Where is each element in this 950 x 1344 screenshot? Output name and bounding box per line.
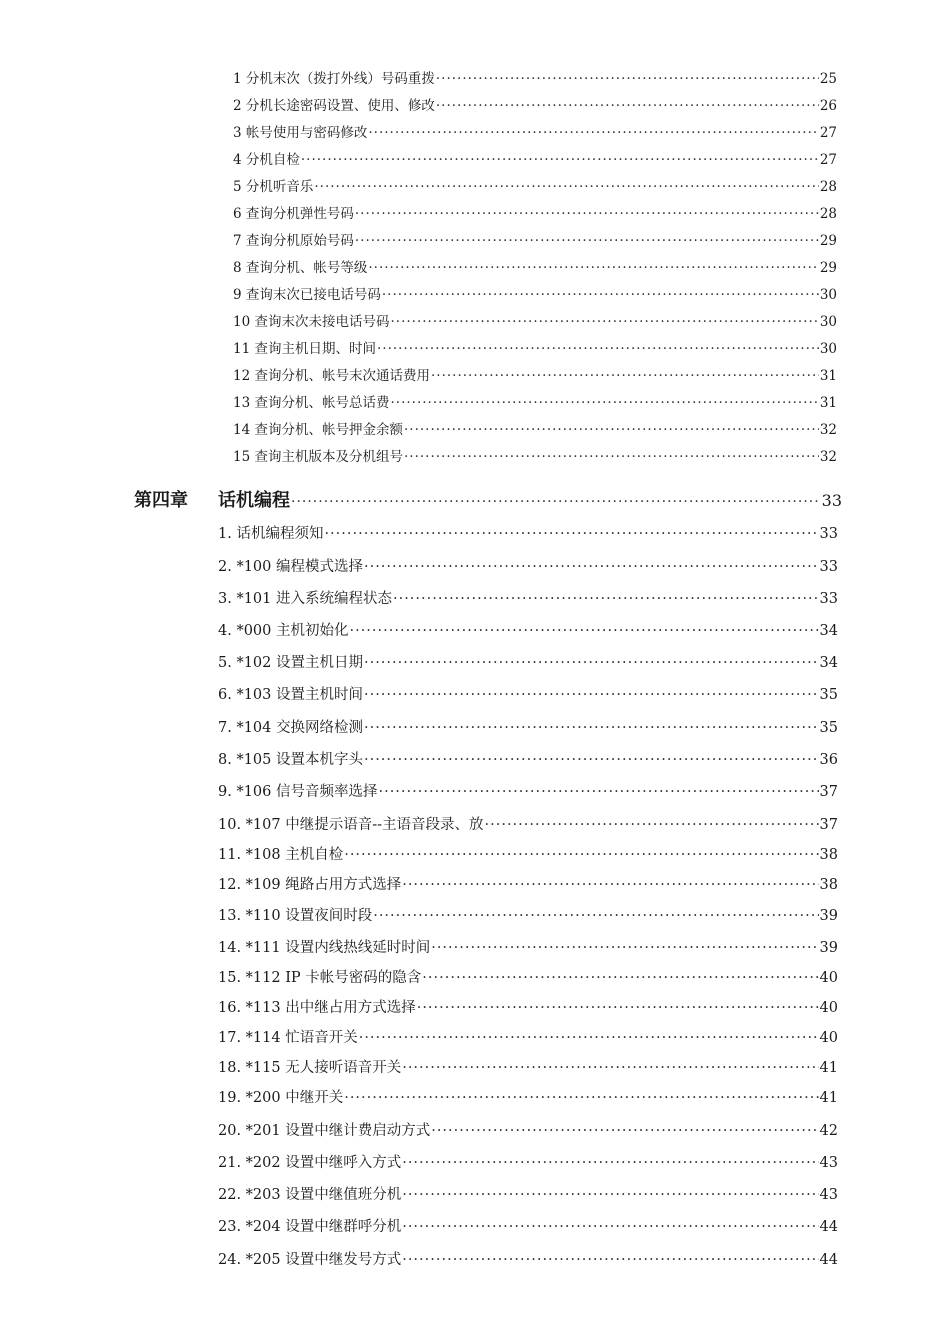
toc-entry-page: 41 (819, 1060, 838, 1076)
toc-entry[interactable] (233, 364, 837, 384)
toc-entry[interactable] (218, 1086, 838, 1107)
leader-dots (402, 1060, 818, 1076)
toc-entry-page: 28 (819, 179, 837, 195)
toc-entry[interactable] (233, 121, 837, 141)
toc-entry[interactable] (218, 904, 838, 925)
toc-entry-page: 35 (819, 687, 838, 703)
toc-entry-label: 13. *110 设置夜间时段 (218, 908, 373, 924)
toc-entry[interactable] (218, 683, 838, 704)
toc-entry[interactable] (233, 418, 837, 438)
toc-entry-page: 39 (819, 908, 838, 924)
toc-entry-label: 15 查询主机版本及分机组号 (233, 449, 403, 465)
toc-entry-label: 14 查询分机、帐号押金余额 (233, 422, 403, 438)
leader-dots (344, 1090, 818, 1106)
leader-dots (431, 368, 819, 384)
leader-dots (390, 314, 818, 330)
toc-entry-page: 42 (819, 1123, 838, 1139)
toc-entry-page: 30 (819, 314, 837, 330)
toc-entry[interactable] (233, 445, 837, 465)
toc-entry-label: 19. *200 中继开关 (218, 1090, 344, 1106)
leader-dots (355, 233, 819, 249)
leader-dots (393, 591, 819, 607)
toc-entry-label: 4. *000 主机初始化 (218, 623, 349, 639)
leader-dots (404, 449, 819, 465)
toc-entry[interactable] (218, 936, 838, 957)
leader-dots (402, 1219, 818, 1235)
leader-dots (436, 98, 819, 114)
toc-entry-label: 12 查询分机、帐号末次通话费用 (233, 368, 430, 384)
toc-entry-label: 24. *205 设置中继发号方式 (218, 1252, 402, 1268)
toc-entry[interactable] (218, 996, 838, 1017)
toc-entry[interactable] (218, 1248, 838, 1269)
chapter-number: 第四章 (134, 490, 188, 511)
chapter-title: 话机编程 (218, 490, 290, 511)
toc-entry-label: 1. 话机编程须知 (218, 526, 324, 542)
toc-entry-page: 36 (819, 752, 838, 768)
toc-entry-page: 44 (819, 1252, 838, 1268)
toc-entry-label: 2 分机长途密码设置、使用、修改 (233, 98, 435, 114)
toc-entry-page: 37 (819, 784, 838, 800)
toc-entry[interactable] (218, 1056, 838, 1077)
toc-entry-label: 4 分机自检 (233, 152, 300, 168)
toc-entry-page: 41 (819, 1090, 838, 1106)
leader-dots (402, 1155, 818, 1171)
leader-dots (368, 125, 818, 141)
toc-entry[interactable] (218, 748, 838, 769)
toc-entry-label: 5. *102 设置主机日期 (218, 655, 363, 671)
toc-entry[interactable] (218, 1119, 838, 1140)
toc-entry-label: 22. *203 设置中继值班分机 (218, 1187, 402, 1203)
toc-entry-label: 16. *113 出中继占用方式选择 (218, 1000, 416, 1016)
toc-entry-page: 39 (819, 940, 838, 956)
toc-entry[interactable] (233, 391, 837, 411)
leader-dots (417, 1000, 819, 1016)
toc-entry-page: 29 (819, 260, 837, 276)
toc-entry-page: 30 (819, 341, 837, 357)
leader-dots (324, 526, 818, 542)
toc-entry[interactable] (233, 202, 837, 222)
toc-entry[interactable] (218, 843, 838, 864)
leader-dots (402, 1252, 818, 1268)
toc-entry-page: 40 (819, 970, 838, 986)
toc-entry[interactable] (218, 1151, 838, 1172)
toc-entry[interactable] (233, 67, 837, 87)
toc-entry-page: 44 (819, 1219, 838, 1235)
toc-entry[interactable] (218, 651, 838, 672)
toc-entry[interactable] (233, 337, 837, 357)
leader-dots (359, 1030, 819, 1046)
toc-entry-label: 6. *103 设置主机时间 (218, 687, 363, 703)
toc-entry-page: 43 (819, 1155, 838, 1171)
toc-entry-label: 15. *112 IP 卡帐号密码的隐含 (218, 970, 422, 986)
leader-dots (485, 817, 819, 833)
toc-entry-label: 9 查询末次已接电话号码 (233, 287, 381, 303)
toc-entry-page: 34 (819, 655, 838, 671)
toc-entry-label: 20. *201 设置中继计费启动方式 (218, 1123, 431, 1139)
leader-dots (301, 152, 819, 168)
leader-dots (368, 260, 818, 276)
leader-dots (344, 847, 818, 863)
leader-dots (382, 287, 819, 303)
toc-entry-label: 1 分机末次（拨打外线）号码重拨 (233, 71, 435, 87)
toc-entry[interactable] (218, 555, 838, 576)
toc-entry-label: 3 帐号使用与密码修改 (233, 125, 368, 141)
toc-entry-page: 28 (819, 206, 837, 222)
leader-dots (291, 494, 821, 510)
toc-entry-label: 21. *202 设置中继呼入方式 (218, 1155, 402, 1171)
toc-entry-label: 13 查询分机、帐号总话费 (233, 395, 390, 411)
leader-dots (404, 422, 819, 438)
toc-entry-page: 30 (819, 287, 837, 303)
toc-entry-label: 14. *111 设置内线热线延时时间 (218, 940, 431, 956)
toc-entry[interactable] (218, 873, 838, 894)
leader-dots (364, 720, 819, 736)
toc-entry-label: 2. *100 编程模式选择 (218, 559, 363, 575)
toc-entry-label: 7. *104 交换网络检测 (218, 720, 363, 736)
leader-dots (373, 908, 818, 924)
toc-entry-label: 11. *108 主机自检 (218, 847, 344, 863)
leader-dots (402, 1187, 818, 1203)
chapter-page: 33 (821, 491, 842, 510)
toc-entry[interactable] (233, 256, 837, 276)
leader-dots (349, 623, 818, 639)
toc-entry-page: 31 (819, 368, 837, 384)
leader-dots (364, 655, 819, 671)
toc-entry-page: 35 (819, 720, 838, 736)
leader-dots (364, 752, 819, 768)
toc-entry-label: 23. *204 设置中继群呼分机 (218, 1219, 402, 1235)
toc-entry-page: 33 (819, 591, 838, 607)
toc-entry-page: 34 (819, 623, 838, 639)
toc-entry[interactable] (233, 94, 837, 114)
leader-dots (431, 1123, 818, 1139)
toc-entry[interactable] (233, 283, 837, 303)
toc-entry-label: 18. *115 无人接听语音开关 (218, 1060, 402, 1076)
toc-entry-page: 29 (819, 233, 837, 249)
leader-dots (422, 970, 818, 986)
toc-entry-label: 7 查询分机原始号码 (233, 233, 354, 249)
leader-dots (402, 877, 818, 893)
toc-entry-page: 38 (819, 877, 838, 893)
toc-entry[interactable] (218, 1026, 838, 1047)
leader-dots (314, 179, 818, 195)
toc-entry[interactable] (218, 780, 838, 801)
toc-entry[interactable] (218, 522, 838, 543)
toc-entry[interactable] (218, 1215, 838, 1236)
toc-entry[interactable] (233, 310, 837, 330)
toc-entry-label: 12. *109 绳路占用方式选择 (218, 877, 402, 893)
toc-entry-page: 40 (819, 1000, 838, 1016)
toc-entry-page: 33 (819, 559, 838, 575)
toc-entry-label: 9. *106 信号音频率选择 (218, 784, 378, 800)
toc-entry-page: 37 (819, 817, 838, 833)
toc-entry[interactable] (218, 587, 838, 608)
toc-entry-page: 27 (819, 152, 837, 168)
toc-entry[interactable] (233, 175, 837, 195)
toc-entry-page: 38 (819, 847, 838, 863)
leader-dots (378, 784, 818, 800)
toc-entry-page: 32 (819, 449, 837, 465)
leader-dots (364, 559, 819, 575)
leader-dots (390, 395, 818, 411)
toc-entry[interactable] (218, 716, 838, 737)
toc-entry-label: 10. *107 中继提示语音--主语音段录、放 (218, 817, 484, 833)
chapter-heading[interactable] (0, 486, 842, 512)
toc-entry-label: 8 查询分机、帐号等级 (233, 260, 368, 276)
toc-entry[interactable] (233, 229, 837, 249)
leader-dots (431, 940, 818, 956)
toc-entry[interactable] (218, 619, 838, 640)
toc-entry[interactable] (218, 813, 838, 834)
toc-entry[interactable] (218, 1183, 838, 1204)
leader-dots (436, 71, 819, 87)
toc-entry[interactable] (233, 148, 837, 168)
toc-entry-page: 26 (819, 98, 837, 114)
leader-dots (364, 687, 819, 703)
toc-entry[interactable] (218, 966, 838, 987)
toc-entry-page: 31 (819, 395, 837, 411)
toc-entry-label: 3. *101 进入系统编程状态 (218, 591, 392, 607)
toc-entry-page: 32 (819, 422, 837, 438)
toc-entry-page: 25 (819, 71, 837, 87)
leader-dots (355, 206, 819, 222)
toc-entry-page: 27 (819, 125, 837, 141)
toc-entry-page: 33 (819, 526, 838, 542)
toc-entry-page: 40 (819, 1030, 838, 1046)
toc-entry-label: 17. *114 忙语音开关 (218, 1030, 358, 1046)
toc-entry-label: 5 分机听音乐 (233, 179, 314, 195)
toc-entry-label: 11 查询主机日期、时间 (233, 341, 376, 357)
toc-entry-label: 8. *105 设置本机字头 (218, 752, 363, 768)
toc-entry-label: 10 查询末次未接电话号码 (233, 314, 390, 330)
toc-entry-page: 43 (819, 1187, 838, 1203)
toc-entry-label: 6 查询分机弹性号码 (233, 206, 354, 222)
leader-dots (377, 341, 819, 357)
